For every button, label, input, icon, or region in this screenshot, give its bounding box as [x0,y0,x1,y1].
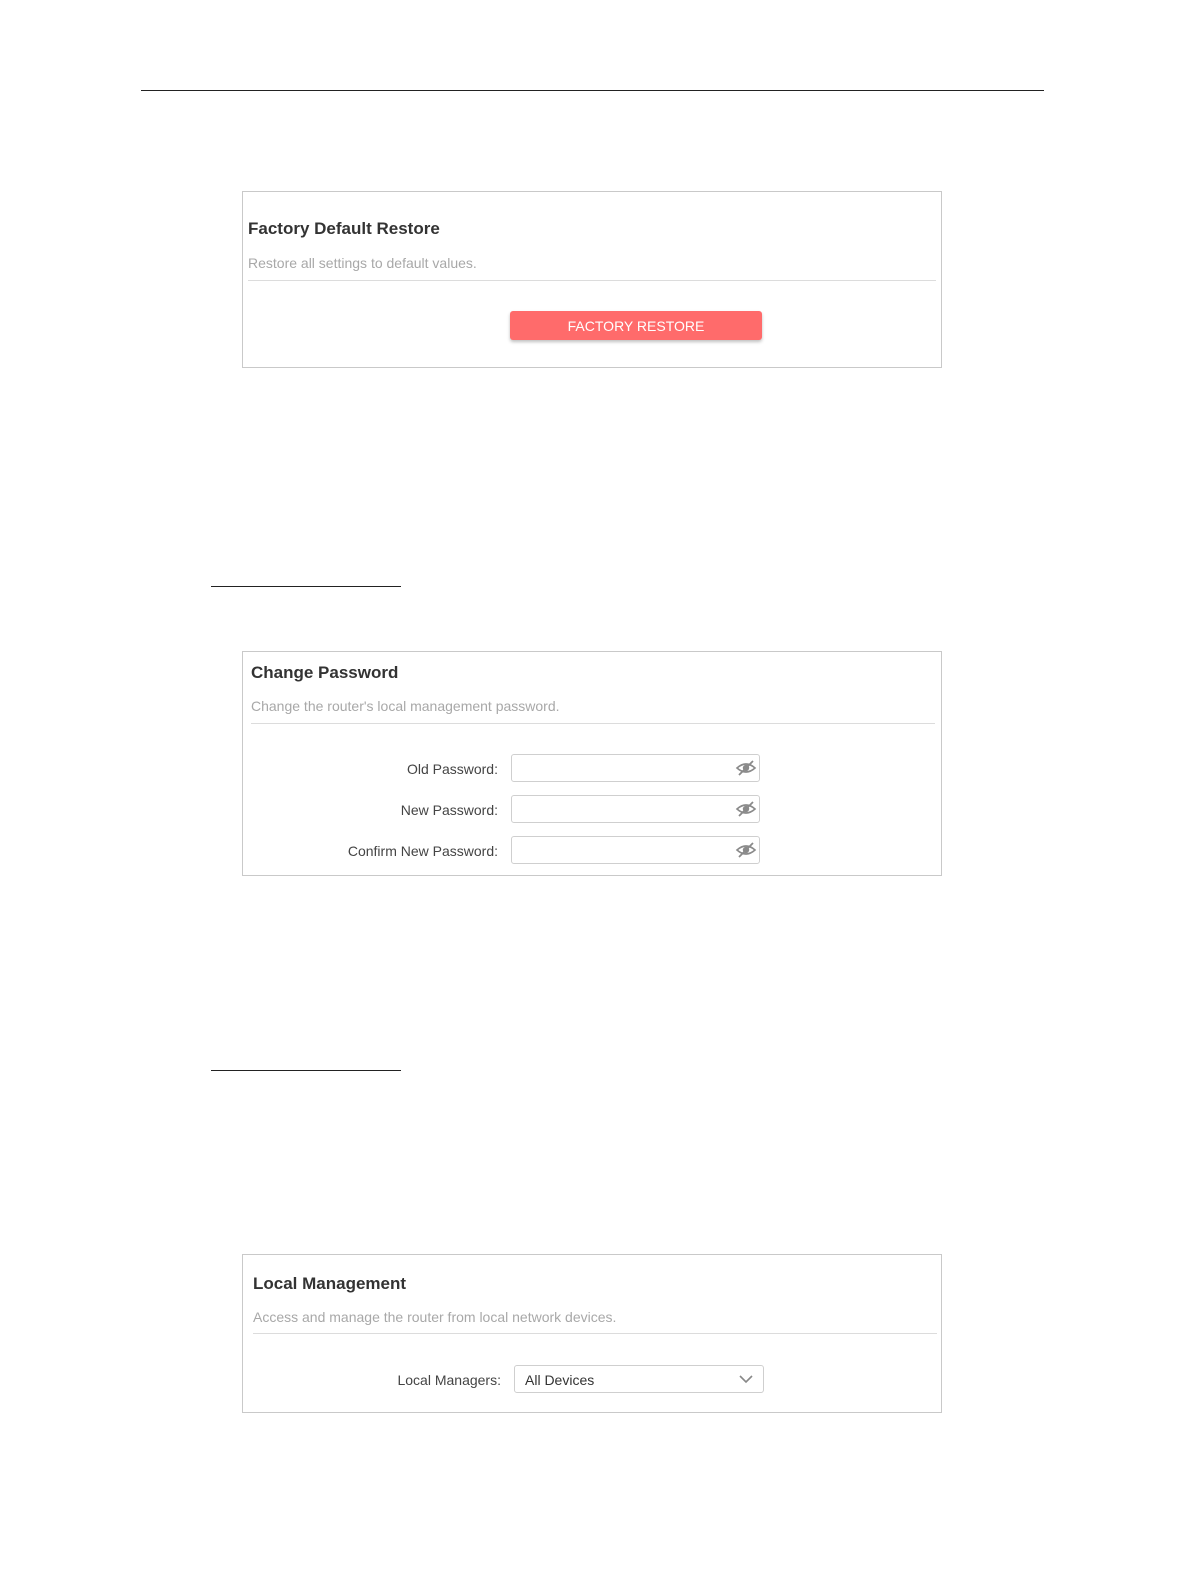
local-management-divider [253,1333,937,1334]
local-managers-label: Local Managers: [397,1372,501,1388]
factory-restore-description: Restore all settings to default values. [248,255,477,271]
section-rule [211,1070,401,1071]
new-password-input[interactable] [520,797,730,821]
factory-restore-title: Factory Default Restore [248,219,440,238]
confirm-password-input[interactable] [520,838,730,862]
eye-slash-icon[interactable] [735,758,757,778]
new-password-label: New Password: [400,802,498,818]
page-header-rule [141,90,1044,91]
eye-slash-icon[interactable] [735,799,757,819]
change-password-panel [242,651,942,876]
local-management-description: Access and manage the router from local network devices. [253,1309,617,1325]
factory-restore-panel [242,191,942,368]
local-managers-select[interactable] [514,1365,764,1393]
factory-restore-divider [248,280,936,281]
change-password-title: Change Password [251,663,399,682]
local-management-title: Local Management [253,1274,407,1293]
chevron-down-icon [739,1374,753,1384]
local-managers-value: All Devices [525,1372,595,1388]
change-password-description: Change the router's local management password. [251,698,560,714]
confirm-password-label: Confirm New Password: [347,843,498,859]
old-password-field[interactable] [511,754,760,782]
old-password-label: Old Password: [406,761,498,777]
new-password-field[interactable] [511,795,760,823]
confirm-password-field[interactable] [511,836,760,864]
local-management-panel [242,1254,942,1413]
section-rule [211,586,401,587]
change-password-divider [251,723,935,724]
eye-slash-icon[interactable] [735,840,757,860]
factory-restore-button[interactable]: FACTORY RESTORE [510,311,762,340]
old-password-input[interactable] [520,756,730,780]
